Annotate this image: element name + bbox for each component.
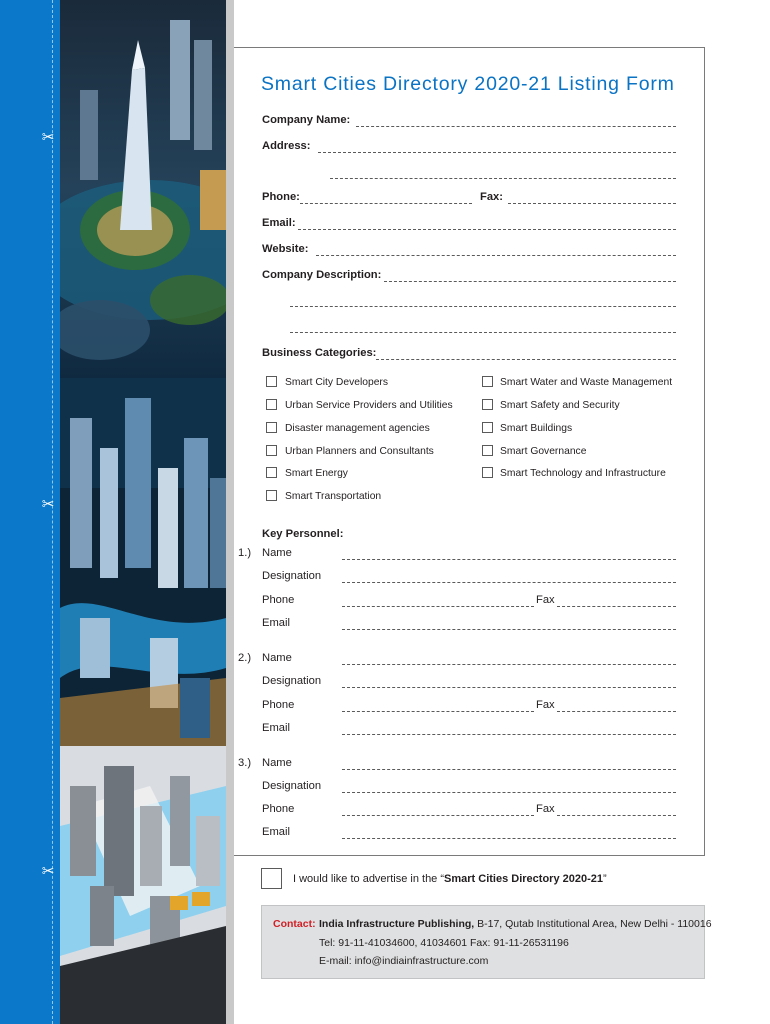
person-1-email-field[interactable] — [342, 629, 676, 630]
checkbox-smart-city-developers[interactable] — [266, 376, 277, 387]
checkbox-smart-energy[interactable] — [266, 467, 277, 478]
person-2-email-label: Email — [262, 722, 290, 734]
person-1-phone-label: Phone — [262, 594, 295, 606]
person-3-fax-label: Fax — [536, 803, 555, 815]
city-image-3d-model — [60, 746, 226, 1024]
category-label: Smart Technology and Infrastructure — [500, 468, 666, 479]
person-2-name-label: Name — [262, 652, 292, 664]
contact-tel-fax: Tel: 91-11-41034600, 41034601 Fax: 91-11-26531196 — [319, 937, 569, 949]
person-1-email-label: Email — [262, 617, 290, 629]
person-2-name-field[interactable] — [342, 664, 676, 665]
scissors-icon: ✂ — [41, 129, 55, 146]
person-3-fax-field[interactable] — [557, 815, 676, 816]
category-label: Smart Governance — [500, 446, 587, 457]
address-label: Address: — [262, 140, 311, 152]
fax-label: Fax: — [480, 191, 504, 203]
person-3-designation-label: Designation — [262, 780, 322, 792]
city-image-night-tower — [60, 0, 226, 378]
category-label: Smart Safety and Security — [500, 400, 620, 411]
contact-address: India Infrastructure Publishing, B-17, Qutab Institutional Area, New Delhi - 110016 — [319, 918, 712, 930]
person-3-email-field[interactable] — [342, 838, 676, 839]
person-1-name-field[interactable] — [342, 559, 676, 560]
city-image-skyline — [60, 378, 226, 746]
person-3-designation-field[interactable] — [342, 792, 676, 793]
person-3-number: 3.) — [238, 757, 252, 769]
phone-field[interactable] — [300, 203, 472, 204]
business-categories-field[interactable] — [376, 359, 676, 360]
business-categories-label: Business Categories: — [262, 347, 377, 359]
person-1-phone-field[interactable] — [342, 606, 534, 607]
checkbox-smart-technology[interactable] — [482, 467, 493, 478]
checkbox-smart-transportation[interactable] — [266, 490, 277, 501]
category-label: Smart Buildings — [500, 423, 573, 434]
contact-label: Contact: — [273, 918, 316, 930]
person-2-fax-label: Fax — [536, 699, 555, 711]
category-label: Urban Service Providers and Utilities — [285, 400, 453, 411]
person-2-fax-field[interactable] — [557, 711, 676, 712]
phone-label: Phone: — [262, 191, 300, 203]
person-2-email-field[interactable] — [342, 734, 676, 735]
person-1-fax-label: Fax — [536, 594, 555, 606]
category-label: Smart City Developers — [285, 377, 388, 388]
category-label: Disaster management agencies — [285, 423, 430, 434]
contact-panel — [261, 905, 712, 979]
person-1-name-label: Name — [262, 547, 292, 559]
email-label: Email: — [262, 217, 296, 229]
checkbox-disaster-management[interactable] — [266, 422, 277, 433]
person-2-designation-label: Designation — [262, 675, 322, 687]
grey-divider-strip — [226, 0, 234, 1024]
website-field[interactable] — [316, 255, 676, 256]
website-label: Website: — [262, 243, 309, 255]
fax-field[interactable] — [508, 203, 676, 204]
checkbox-smart-buildings[interactable] — [482, 422, 493, 433]
person-1-number: 1.) — [238, 547, 252, 559]
scissors-icon: ✂ — [41, 863, 55, 880]
category-label: Smart Water and Waste Management — [500, 377, 673, 388]
email-field[interactable] — [298, 229, 676, 230]
person-3-phone-label: Phone — [262, 803, 295, 815]
person-1-designation-field[interactable] — [342, 582, 676, 583]
company-name-field[interactable] — [356, 126, 676, 127]
address-field-line-2[interactable] — [330, 178, 676, 179]
person-3-phone-field[interactable] — [342, 815, 534, 816]
checkbox-urban-planners[interactable] — [266, 445, 277, 456]
form-title: Smart Cities Directory 2020-21 Listing Form — [261, 73, 675, 95]
company-description-field-line-3[interactable] — [290, 332, 676, 333]
checkbox-smart-governance[interactable] — [482, 445, 493, 456]
company-description-field-line-2[interactable] — [290, 306, 676, 307]
address-field-line-1[interactable] — [318, 152, 676, 153]
person-2-designation-field[interactable] — [342, 687, 676, 688]
advertise-checkbox[interactable] — [261, 868, 282, 889]
scissors-icon: ✂ — [41, 496, 55, 513]
checkbox-smart-water[interactable] — [482, 376, 493, 387]
person-1-fax-field[interactable] — [557, 606, 676, 607]
company-description-label: Company Description: — [262, 269, 382, 281]
person-1-designation-label: Designation — [262, 570, 322, 582]
company-description-field-line-1[interactable] — [384, 281, 676, 282]
category-label: Urban Planners and Consultants — [285, 446, 434, 457]
person-3-email-label: Email — [262, 826, 290, 838]
category-label: Smart Energy — [285, 468, 348, 479]
company-name-label: Company Name: — [262, 114, 351, 126]
person-2-number: 2.) — [238, 652, 252, 664]
category-label: Smart Transportation — [285, 491, 382, 502]
person-3-name-label: Name — [262, 757, 292, 769]
person-3-name-field[interactable] — [342, 769, 676, 770]
key-personnel-heading: Key Personnel: — [262, 528, 344, 540]
city-images-column — [60, 0, 226, 1024]
contact-email: E-mail: info@indiainfrastructure.com — [319, 955, 489, 967]
person-2-phone-field[interactable] — [342, 711, 534, 712]
advertise-text: I would like to advertise in the “Smart Cities Directory 2020-21” — [293, 873, 607, 885]
checkbox-urban-service-providers[interactable] — [266, 399, 277, 410]
person-2-phone-label: Phone — [262, 699, 295, 711]
checkbox-smart-safety[interactable] — [482, 399, 493, 410]
